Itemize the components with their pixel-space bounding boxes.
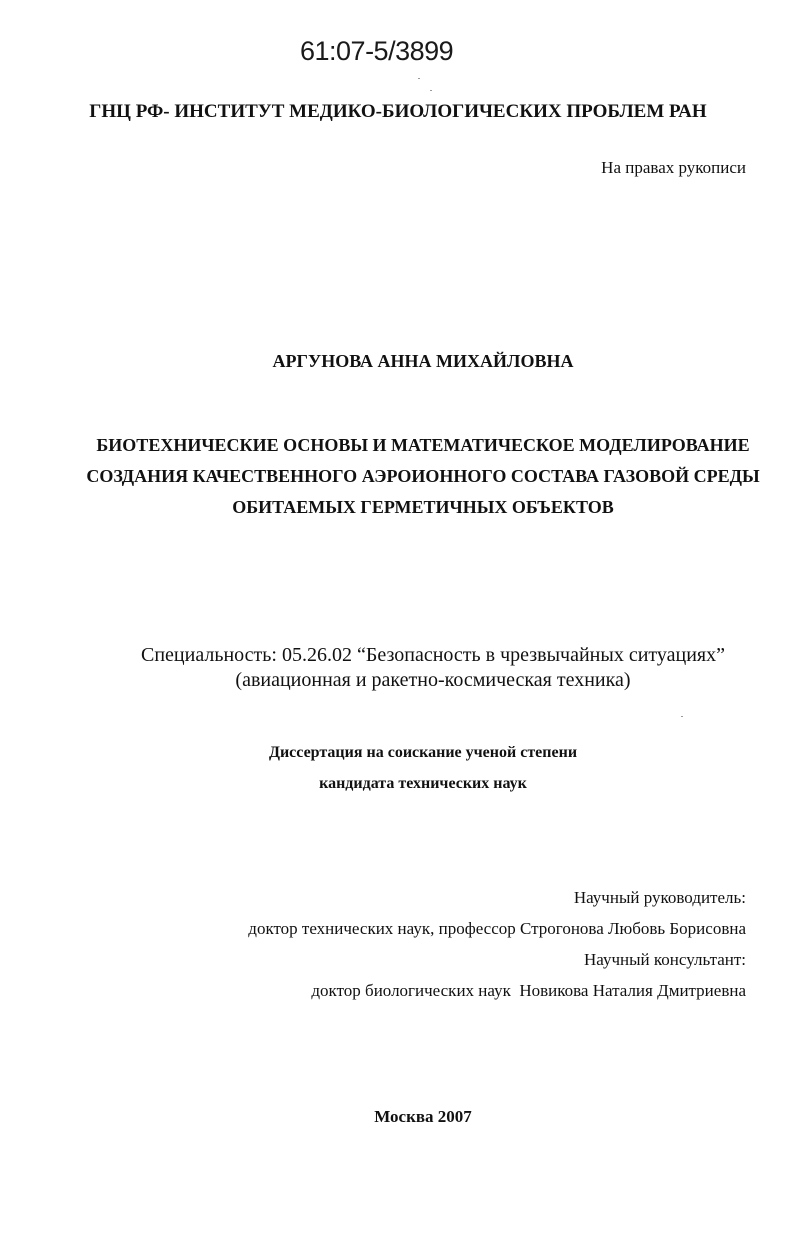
scan-speck <box>418 78 420 79</box>
specialty-field: (авиационная и ракетно-космическая техника) <box>235 669 631 691</box>
institute-name: ГНЦ РФ- ИНСТИТУТ МЕДИКО-БИОЛОГИЧЕСКИХ ПРОБЛЕМ РАН <box>89 101 707 122</box>
supervisor-name: доктор технических наук, профессор Строгонова Любовь Борисовна <box>248 919 746 938</box>
supervisors-block <box>248 882 746 1006</box>
scan-speck <box>430 90 432 91</box>
degree-line: Диссертация на соискание ученой степени <box>268 744 578 761</box>
degree-line: кандидата технических наук <box>319 775 527 792</box>
specialty-block <box>0 643 796 693</box>
library-shelfmark: 61:07-5/3899 <box>300 36 454 66</box>
title-line: СОЗДАНИЯ КАЧЕСТВЕННОГО АЭРОИОННОГО СОСТАВА ГАЗОВОЙ СРЕДЫ <box>86 466 760 486</box>
consultant-label: Научный консультант: <box>584 950 746 969</box>
consultant-name: доктор биологических наук Новикова Наталия Дмитриевна <box>311 981 746 1000</box>
scan-speck <box>681 716 683 717</box>
title-line: БИОТЕХНИЧЕСКИЕ ОСНОВЫ И МАТЕМАТИЧЕСКОЕ МОДЕЛИРОВАНИЕ <box>96 435 750 455</box>
degree-block <box>0 737 796 799</box>
city-year: Москва 2007 <box>374 1107 472 1126</box>
specialty-code: Специальность: 05.26.02 “Безопасность в чрезвычайных ситуациях” <box>141 644 725 666</box>
dissertation-title <box>0 430 796 523</box>
supervisor-label: Научный руководитель: <box>573 888 746 907</box>
manuscript-rights-notice: На правах рукописи <box>601 158 746 177</box>
author-name: АРГУНОВА АННА МИХАЙЛОВНА <box>272 351 574 371</box>
title-line: ОБИТАЕМЫХ ГЕРМЕТИЧНЫХ ОБЪЕКТОВ <box>232 497 614 517</box>
